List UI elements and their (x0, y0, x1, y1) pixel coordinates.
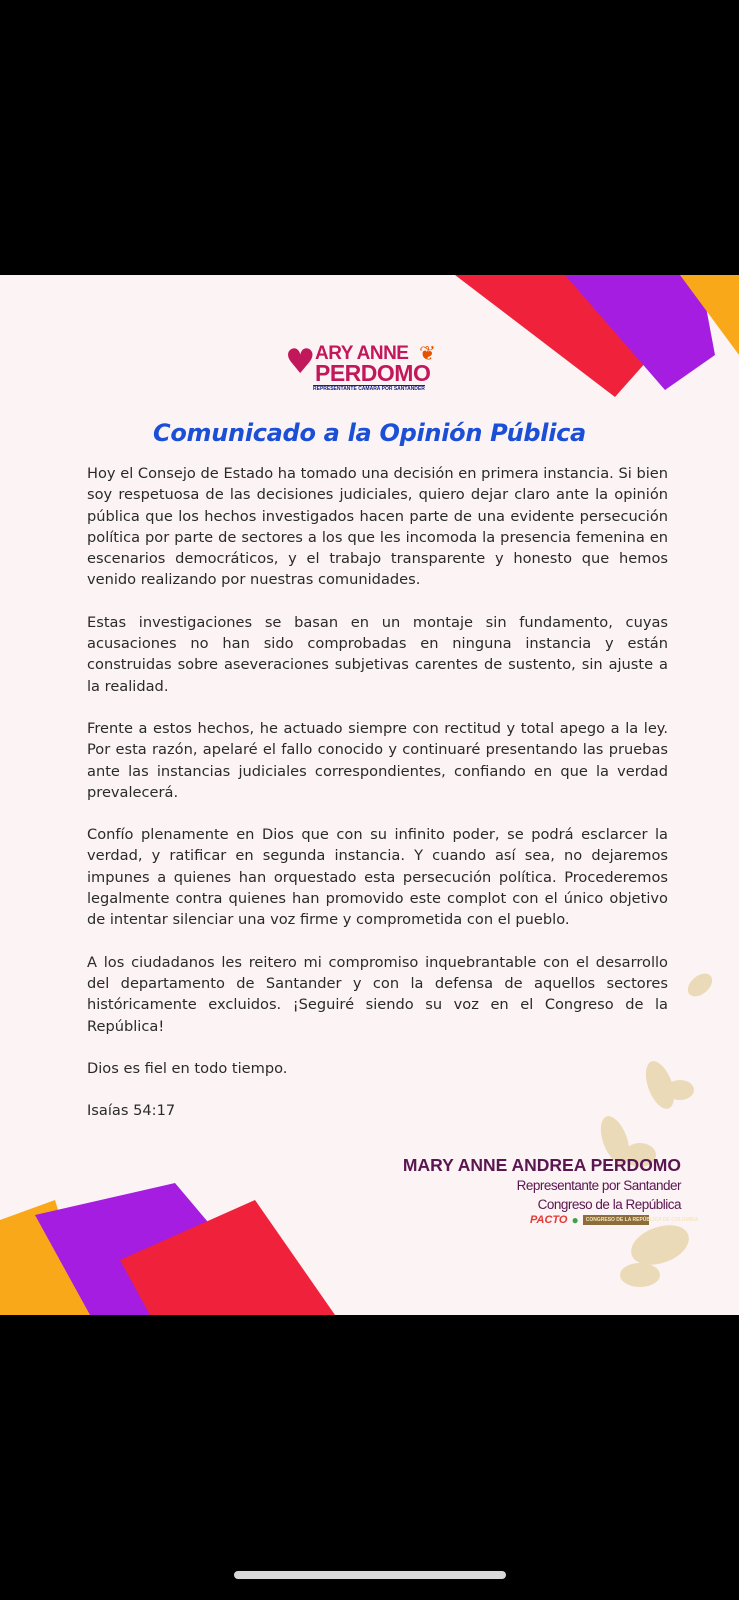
congress-logo: CONGRESO DE LA REPÚBLICA DE COLOMBIA (583, 1215, 649, 1225)
paragraph: Confío plenamente en Dios que con su infinito poder, se podrá esclarcer la verdad, y ratificar en segunda instancia. Y cuando así sea, no dejaremos impunes a quienes han orquestado esta persecución política. Procederemos legalmente contra quienes han promovido este complot con el único objetivo de intentar silenciar una voz firme y comprometida con el pueblo. (87, 826, 668, 929)
page-title: Comunicado a la Opinión Pública (153, 419, 586, 447)
butterfly-icon: ❦ (419, 341, 436, 365)
home-indicator[interactable] (234, 1571, 506, 1579)
logo-line2: PERDOMO (315, 360, 431, 386)
signature-role: Representante por Santander (516, 1178, 681, 1193)
heart-icon: ♥ (285, 342, 316, 382)
paragraph: Estas investigaciones se basan en un montaje sin fundamento, cuyas acusaciones no han sido comprobadas en ninguna instancia y están construidas sobre aseveraciones subjetivas carentes de sustento, sin ajuste a la realidad. (87, 613, 668, 695)
pacto-logo: PACTO (530, 1214, 568, 1226)
paragraph: Hoy el Consejo de Estado ha tomado una decisión en primera instancia. Si bien soy respetuosa de las decisiones judiciales, quiero dejar claro ante la opinión pública que los hechos investigados hacen parte de una evidente persecución política por parte de sectores a los que les incomoda la presencia femenina en escenarios democráticos, y el trabajo transparente y honesto que hemos venido realizando por nuestras comunidades. (87, 465, 668, 589)
footer-logos (530, 1213, 699, 1227)
candidate-logo (285, 341, 445, 397)
logo-subtitle: REPRESENTANTE CÁMARA POR SANTANDER (313, 386, 425, 392)
paragraph: Frente a estos hechos, he actuado siempre con rectitud y total apego a la ley. Por esta razón, apelaré el fallo conocido y continuaré presentando las pruebas ante las instancias judiciales correspondientes, confiando en que la verdad prevalecerá. (87, 719, 668, 801)
signature-name: MARY ANNE ANDREA PERDOMO (402, 1155, 681, 1175)
logo-line1: ARY ANNE (315, 343, 409, 364)
paragraph: A los ciudadanos les reitero mi compromiso inquebrantable con el desarrollo del departamento de Santander y con la defensa de aquellos sectores históricamente excluidos. ¡Seguiré siendo su voz en el Congreso de la República! (87, 953, 668, 1035)
closing-line: Dios es fiel en todo tiempo. (87, 1059, 288, 1077)
party-emblem-icon: ● (571, 1213, 579, 1227)
communique-body (87, 463, 668, 1142)
communique-poster (0, 275, 739, 1315)
bible-verse: Isaías 54:17 (87, 1102, 176, 1120)
signature-block (403, 1155, 681, 1214)
signature-institution: Congreso de la República (537, 1197, 681, 1212)
